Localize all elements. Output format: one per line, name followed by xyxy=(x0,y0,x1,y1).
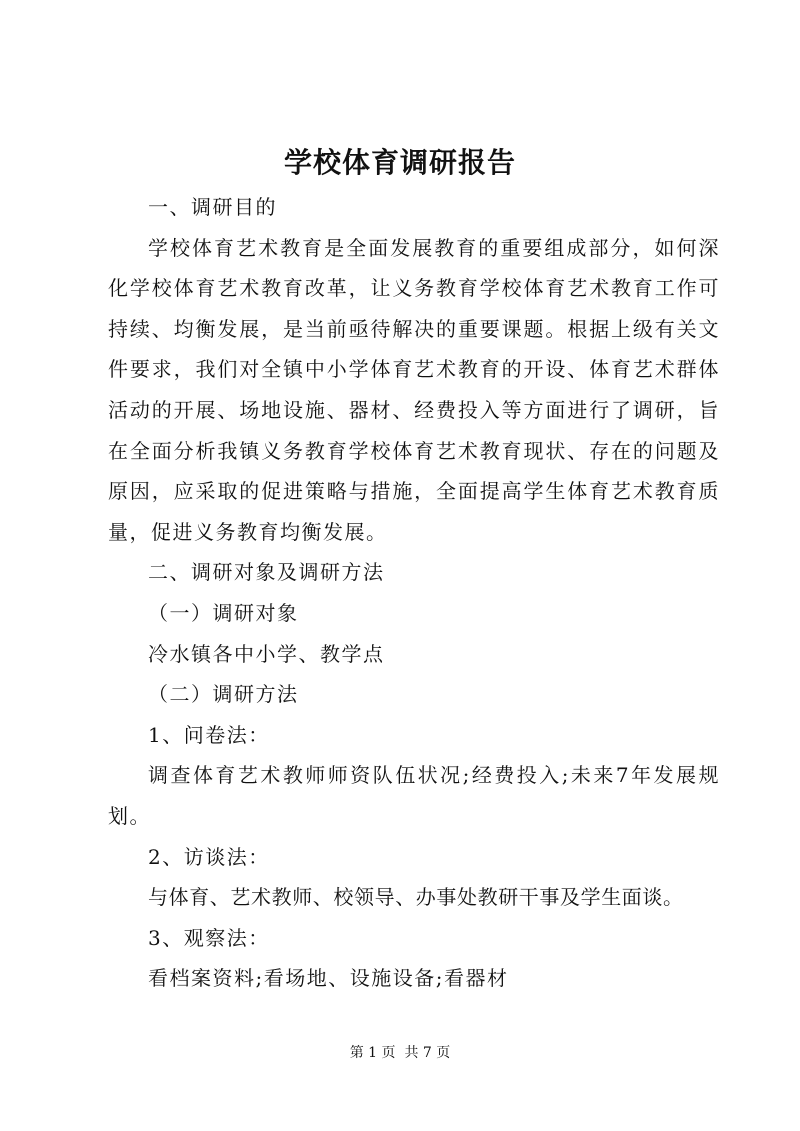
body-paragraph: 看档案资料;看场地、设施设备;看器材 xyxy=(148,966,509,991)
method-heading: 1、问卷法： xyxy=(148,722,270,747)
method-heading: 2、访谈法： xyxy=(148,844,270,869)
subsection-heading: （二）调研方法 xyxy=(148,682,299,707)
body-paragraph: 调查体育艺术教师师资队伍状况;经费投入;未来7年发展规划。 xyxy=(108,763,720,828)
section-heading: 二、调研对象及调研方法 xyxy=(148,560,385,585)
section-heading: 一、调研目的 xyxy=(148,195,277,219)
page-number-label: 第 1 页 共 7 页 xyxy=(349,1045,451,1061)
method-heading: 3、观察法： xyxy=(148,925,270,950)
body-paragraph: 学校体育艺术教育是全面发展教育的重要组成部分，如何深化学校体育艺术教育改革，让义务教育学校体育艺术教育工作可持续、均衡发展，是当前亟待解决的重要课题。根据上级有关文件要求，我们对全镇中小学体育艺术教育的开设、体育艺术群体活动的开展、场地设施、器材、经费投入等方面进行了调研，旨在全面分析我镇义务教育学校体育艺术教育现状、存在的问题及原因，应采取的促进策略与措施，全面提高学生体育艺术教育质量，促进义务教育均衡发展。 xyxy=(108,235,720,544)
subsection-heading: （一）调研对象 xyxy=(148,600,299,625)
page-footer xyxy=(0,1043,800,1063)
document-title: 学校体育调研报告 xyxy=(283,146,516,179)
document-body xyxy=(108,187,720,999)
body-paragraph: 冷水镇各中小学、教学点 xyxy=(148,641,385,666)
body-paragraph: 与体育、艺术教师、校领导、办事处教研干事及学生面谈。 xyxy=(148,885,684,910)
